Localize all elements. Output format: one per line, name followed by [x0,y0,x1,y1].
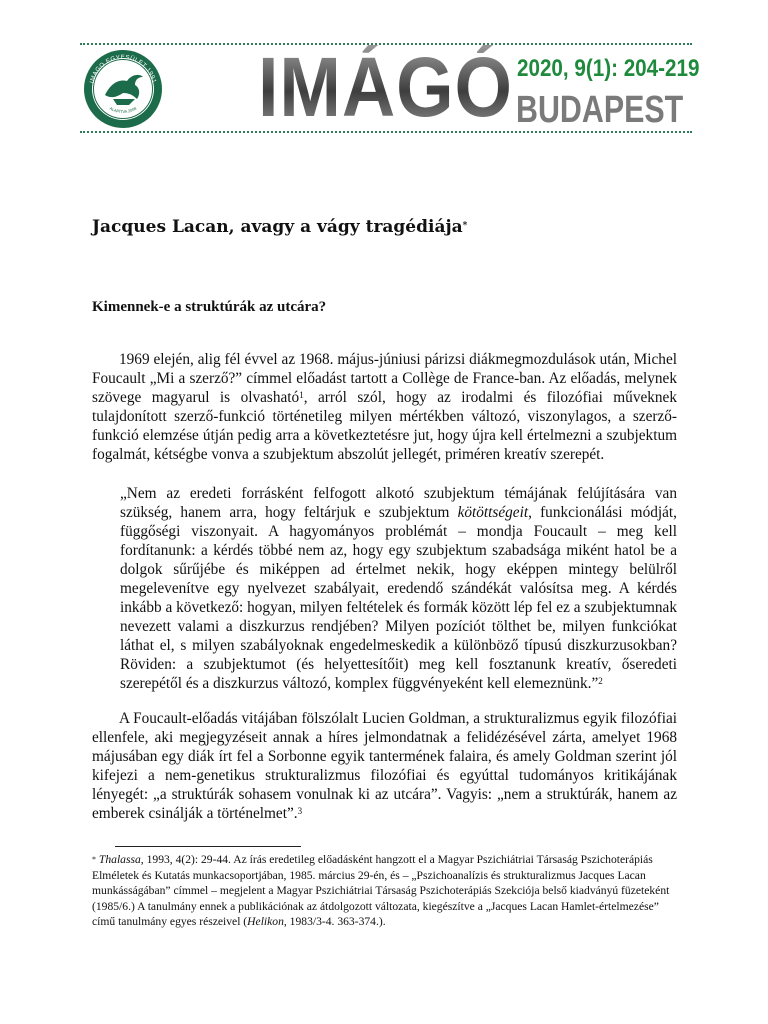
journal-city: BUDAPEST [516,89,684,131]
footnote-ref-3: 3 [297,806,303,816]
footnote-separator [115,846,301,847]
footnote-helikon: Helikon [247,915,284,929]
svg-text:ALAPÍTVA 2008: ALAPÍTVA 2008 [108,105,138,115]
paragraph-2: A Foucault-előadás vitájában fölszólalt Lucien Goldman, a strukturalizmus egyik filozófiai ellenfele, aki megjegyzéseit annak a híres jelmondatnak a felidézésével zárta, amelyet 1968 májusában egy diák írt fel a Sorbonne egyik tantermének falaira, és amely Goldman szerint jól kifejezi a nem-genetikus strukturalizmus filozófiai és egyúttal tudományos kritikájának lényegét: „a struktúrák sohasem vonulnak ki az utcára”. Vagyis: „nem a struktúrák, hanem az emberek csinálják a történelmet”.$^3$ [92,710,677,822]
block-quote: „Nem az eredeti forrásként felfogott alkotó szubjektum témájának felújítására van szükség, hanem arra, hogy feltárjuk e szubjektum kötöttségeit, funkcionálási módját, függőségi viszonyait. A hagyományos problémát – mondja Foucault – meg kell fordítanunk: a kérdés többé nem az, hogy egy szubjektum szabadsága miként hatol be a dolgok sűrűjébe és miképpen ad értelmet nekik, hogy eképpen mintegy belülről megelevenítve egy nyelvezet szabályait, eredendő szándékát valósítsa meg. A kérdés inkább a következő: hogyan, milyen feltételek és formák között lép fel ez a szubjektumnak nevezett valami a diszkurzus rendjében? Milyen pozíciót tölthet be, milyen funkciókat láthat el, s milyen szabályoknak engedelmeskedik a különböző típusú diszkurzusokban? Röviden: a szubjektumot (és helyettesítőit) meg kell fosztanunk kreatív, őseredeti szerepétől és a diszkurzus változó, komplex függvényeként kell elemeznünk.”$^2$ [120,485,677,692]
footnote-star: * Thalassa, 1993, 4(2): 29-44. Az írás eredetileg előadásként hangzott el a Magyar Pszichiátriai Társaság Pszichoterápiás Elméletek és Kutatás munkacsoportjában, 1985. március 29-én, és – „Pszichoanalízis és strukturalizmus Jacques Lacan munkásságában” címmel – megjelent a Magyar Pszichiátriai Társaság Pszichoterápiás Szekciója belső kiadványú füzeteként (1985/6.) A tanulmány ennek a publikációnak az átdolgozott változata, kiegészítve a „Jacques Lacan Hamlet-értelmezése” című tanulmány egyes részeivel (Helikon, 1983/3-4. 363-374.). [92,853,670,929]
imago-society-logo [83,49,163,129]
section-title: Kimennek-e a struktúrák az utcára? [92,299,327,315]
issue-citation: 2020, 9(1): 204-219 [517,55,700,82]
emphasis-term: kötöttségeit [457,504,529,521]
footnote-ref-1: 1 [299,390,304,400]
paragraph-1: 1969 elején, alig fél évvel az 1968. május-júniusi párizsi diákmegmozdulások után, Michel Foucault „Mi a szerző?” címmel előadást tartott a Collège de France-ban. Az előadás, melynek szövege magyarul is olvasható$^1$, arról szól, hogy az irodalmi és filozófiai műveknek tulajdonított szerző-funkció történetileg milyen mértékben változó, viszonylagos, a szerző-funkció elemzése útján pedig arra a következtetésre jut, hogy újra kell értelmezni a szubjektum fogalmát, kétségbe vonva a szubjektum abszolút jellegét, priméren kreatív szerepét. [92,351,677,463]
footnote-ref-2: 2 [598,676,603,686]
journal-masthead: IMÁGÓ [258,40,513,134]
svg-text:IMAGO EGYESÜLET 1991: IMAGO EGYESÜLET 1991 [88,53,158,84]
article-title: Jacques Lacan, avagy a vágy tragédiája* [92,217,468,237]
journal-header [80,40,700,137]
title-footnote-marker: * [462,221,468,231]
footnote-source: Thalassa [98,853,141,866]
